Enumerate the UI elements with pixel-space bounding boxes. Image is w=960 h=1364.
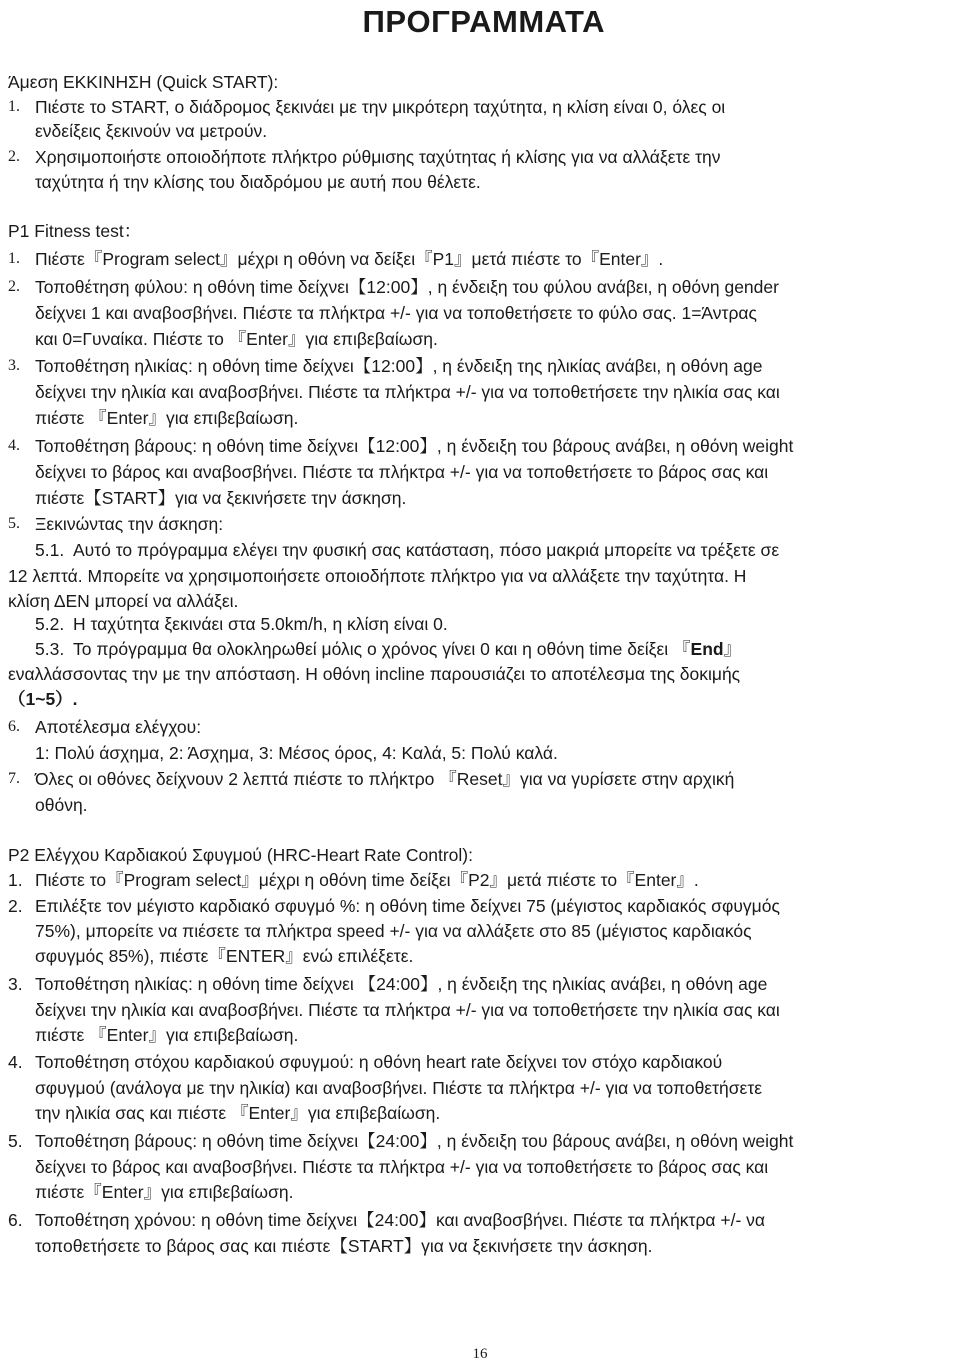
quick-start-heading: Άμεση ΕΚΚΙΝΗΣΗ (Quick START):: [8, 72, 279, 92]
list-item-text: τοποθετήσετε το βάρος σας και πιέστε【START】για να ξεκινήσετε την άσκηση.: [35, 1236, 653, 1256]
list-item-text: （1~5）.: [8, 689, 78, 709]
list-item-text: Όλες οι οθόνες δείχνουν 2 λεπτά πιέστε το πλήκτρο 『Reset』για να γυρίσετε στην αρχική: [35, 769, 735, 789]
list-item-text: σφυγμός 85%), πιέστε『ENTER』ενώ επιλέξετε.: [35, 946, 414, 966]
list-item-text: Αποτέλεσμα ελέγχου:: [35, 717, 202, 737]
list-item-text: Πιέστε το『Program select』μέχρι η οθόνη time δείξει『P2』μετά πιέστε το『Enter』.: [35, 870, 699, 890]
list-number: 5.: [8, 515, 20, 532]
list-number: 4.: [8, 437, 20, 454]
list-item-text: Αυτό το πρόγραμμα ελέγει την φυσική σας κατάσταση, πόσο μακριά μπορείτε να τρέξετε σε: [73, 540, 780, 560]
list-item-text: Τοποθέτηση βάρους: η οθόνη time δείχνει【24:00】, η ένδειξη του βάρους ανάβει, η οθόνη weight: [35, 1131, 794, 1151]
list-item-text: ταχύτητα ή την κλίσης του διαδρόμου με αυτή που θέλετε.: [35, 172, 481, 192]
sub-number: 5.3.: [35, 639, 65, 659]
list-item-text: δείχνει το βάρος και αναβοσβήνει. Πιέστε τα πλήκτρα +/- για να τοποθετήσετε το βάρος σας και: [35, 1157, 769, 1177]
list-number: 6.: [8, 718, 20, 735]
sub-number: 5.2.: [35, 614, 65, 634]
list-item-text: Τοποθέτηση βάρους: η οθόνη time δείχνει【12:00】, η ένδειξη του βάρους ανάβει, η οθόνη weight: [35, 436, 794, 456]
list-number: 1.: [8, 870, 23, 890]
p2-heading: P2 Ελέγχου Καρδιακού Σφυγμού (HRC-Heart Rate Control):: [8, 845, 473, 865]
list-item-text: Τοποθέτηση φύλου: η οθόνη time δείχνει【12:00】, η ένδειξη του φύλου ανάβει, η οθόνη gender: [35, 277, 779, 297]
list-item-text: Πιέστε το START, ο διάδρομος ξεκινάει με την μικρότερη ταχύτητα, η κλίση είναι 0, όλες οι: [35, 97, 726, 117]
list-item-text: 12 λεπτά. Μπορείτε να χρησιμοποιήσετε οποιοδήποτε πλήκτρο για να αλλάξετε την ταχύτητα. Η: [8, 566, 747, 586]
p1-heading: P1 Fitness test：: [8, 221, 142, 241]
list-number: 4.: [8, 1052, 23, 1072]
list-item-text: Ξεκινώντας την άσκηση:: [35, 514, 224, 534]
list-number: 1.: [8, 98, 20, 115]
list-number: 2.: [8, 896, 23, 916]
list-item-text: Τοποθέτηση χρόνου: η οθόνη time δείχνει【24:00】και αναβοσβήνει. Πιέστε τα πλήκτρα +/- να: [35, 1210, 766, 1230]
list-number: 2.: [8, 148, 20, 165]
list-item-text: 75%), μπορείτε να πιέσετε τα πλήκτρα speed +/- για να αλλάξετε στο 85 (μέγιστος καρδιακός: [35, 921, 752, 941]
list-item-text: Τοποθέτηση στόχου καρδιακού σφυγμού: η οθόνη heart rate δείχνει τον στόχο καρδιακού: [35, 1052, 723, 1072]
list-item-text: πιέστε 『Enter』για επιβεβαίωση.: [35, 408, 299, 428]
list-item-text: 1: Πολύ άσχημα, 2: Άσχημα, 3: Μέσος όρος, 4: Καλά, 5: Πολύ καλά.: [35, 743, 558, 763]
text-segment: Το πρόγραμμα θα ολοκληρωθεί μόλις ο χρόνος γίνει 0 και η οθόνη time δείξει 『: [73, 639, 691, 659]
list-item-text: δείχνει 1 και αναβοσβήνει. Πιέστε τα πλήκτρα +/- για να τοποθετήσετε το φύλο σας. 1=Άντρας: [35, 303, 757, 323]
list-number: 1.: [8, 250, 20, 267]
list-number: 3.: [8, 357, 20, 374]
list-number: 5.: [8, 1131, 23, 1151]
list-item-text: οθόνη.: [35, 795, 88, 815]
list-number: 3.: [8, 974, 23, 994]
list-number: 2.: [8, 278, 20, 295]
list-item-text: πιέστε『Enter』για επιβεβαίωση.: [35, 1182, 294, 1202]
page-number: 16: [472, 1346, 488, 1362]
list-item-text: Τοποθέτηση ηλικίας: η οθόνη time δείχνει 【24:00】, η ένδειξη της ηλικίας ανάβει, η οθόνη age: [35, 974, 768, 994]
list-item-text: Επιλέξτε τον μέγιστο καρδιακό σφυγμό %: η οθόνη time δείχνει 75 (μέγιστος καρδιακός σφυγμός: [35, 896, 780, 916]
list-item-text: κλίση ΔΕΝ μπορεί να αλλάξει.: [8, 591, 239, 611]
list-item-text: Πιέστε『Program select』μέχρι η οθόνη να δείξει『P1』μετά πιέστε το『Enter』.: [35, 249, 664, 269]
list-item-text: Η ταχύτητα ξεκινάει στα 5.0km/h, η κλίση είναι 0.: [73, 614, 448, 634]
list-item-text: πιέστε【START】για να ξεκινήσετε την άσκηση.: [35, 488, 407, 508]
list-item-text: ενδείξεις ξεκινούν να μετρούν.: [35, 121, 268, 141]
list-item-text: δείχνει την ηλικία και αναβοσβήνει. Πιέστε τα πλήκτρα +/- για να τοποθετήσετε την ηλικία σας και: [35, 1000, 780, 1020]
list-item-text: πιέστε 『Enter』για επιβεβαίωση.: [35, 1025, 299, 1045]
list-item-text: δείχνει το βάρος και αναβοσβήνει. Πιέστε τα πλήκτρα +/- για να τοποθετήσετε το βάρος σας και: [35, 462, 769, 482]
list-item-text: δείχνει την ηλικία και αναβοσβήνει. Πιέστε τα πλήκτρα +/- για να τοποθετήσετε την ηλικία σας και: [35, 382, 780, 402]
list-item-text: την ηλικία σας και πιέστε 『Enter』για επιβεβαίωση.: [35, 1103, 441, 1123]
list-item-text: εναλλάσσοντας την με την απόσταση. Η οθόνη incline παρουσιάζει το αποτέλεσμα της δοκιμής: [8, 664, 741, 684]
list-number: 7.: [8, 770, 20, 787]
list-item-text: Τοποθέτηση ηλικίας: η οθόνη time δείχνει【12:00】, η ένδειξη της ηλικίας ανάβει, η οθόνη age: [35, 356, 763, 376]
sub-number: 5.1.: [35, 540, 65, 560]
list-item-text: και 0=Γυναίκα. Πιέστε το 『Enter』για επιβεβαίωση.: [35, 329, 438, 349]
list-item-text: [73, 638, 741, 660]
text-segment: 』: [723, 639, 742, 659]
list-item-text: σφυγμού (ανάλογα με την ηλικία) και αναβοσβήνει. Πιέστε τα πλήκτρα +/- για να τοποθετήσετε: [35, 1078, 763, 1098]
list-item-text: Χρησιμοποιήστε οποιοδήποτε πλήκτρο ρύθμισης ταχύτητας ή κλίσης για να αλλάξετε την: [35, 147, 721, 167]
page-title: ΠΡΟΓΡΑΜΜΑΤΑ: [362, 4, 605, 39]
end-keyword: End: [690, 639, 724, 659]
list-number: 6.: [8, 1210, 23, 1230]
